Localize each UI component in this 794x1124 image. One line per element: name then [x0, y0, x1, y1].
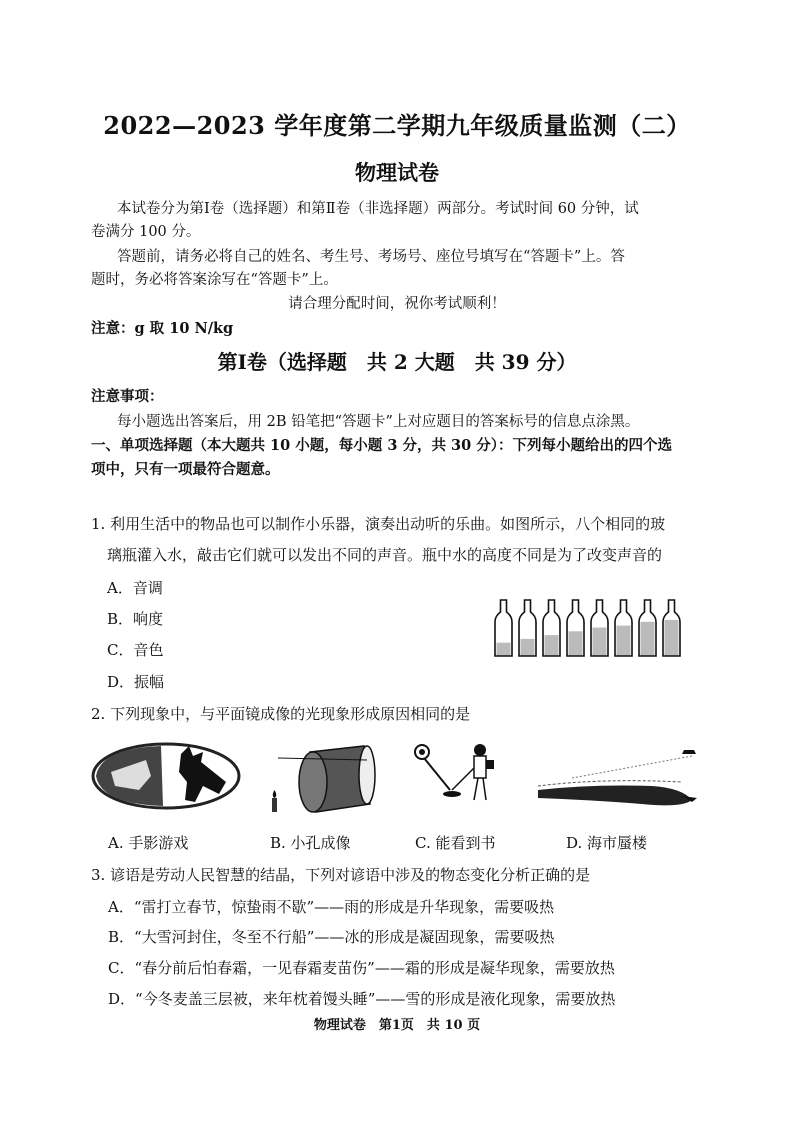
bottle: [519, 600, 536, 656]
bottle-water: [545, 635, 559, 656]
q2-option-d: D. 海市蜃楼: [566, 834, 648, 852]
bottle-water: [617, 626, 631, 656]
q3-option-c: C．“春分前后怕春霜，一见春霜麦苗伤”——霜的形成是凝华现象，需要放热: [108, 959, 615, 977]
bottle: [495, 600, 512, 656]
bottle-water: [665, 620, 679, 656]
q1-option-b: B．响度: [107, 610, 164, 628]
q1-option-a: A．音调: [107, 579, 163, 597]
q1-option-d: D．振幅: [107, 673, 165, 691]
section-title: 第Ⅰ卷（选择题 共 2 大题 共 39 分）: [217, 350, 577, 374]
bottles-figure: [493, 598, 683, 660]
q3-stem: 3. 谚语是劳动人民智慧的结晶，下列对谚语中涉及的物态变化分析正确的是: [91, 866, 591, 884]
bottle-water: [521, 639, 535, 656]
intro-line-5: 请合理分配时间，祝你考试顺利！: [288, 296, 506, 312]
q2-option-a: A. 手影游戏: [108, 834, 189, 852]
bottle-water: [641, 622, 655, 656]
q2-stem: 2. 下列现象中，与平面镜成像的光现象形成原因相同的是: [91, 705, 471, 723]
q3-option-d: D．“今冬麦盖三层被，来年枕着馒头睡”——雪的形成是液化现象，需要放热: [108, 990, 616, 1008]
pinhole-camera-figure: [268, 742, 378, 824]
intro-line-4: 题时，务必将答案涂写在“答题卡”上。: [91, 272, 338, 288]
bottle-water: [569, 631, 583, 656]
bottle: [639, 600, 656, 656]
intro-note: 注意：g 取 10 N/kg: [91, 320, 234, 337]
notice-label: 注意事项：: [91, 388, 164, 405]
bottle: [591, 600, 608, 656]
q3-option-a: A．“雷打立春节，惊蛰雨不歇”——雨的形成是升华现象，需要吸热: [108, 898, 555, 916]
hand-shadow-figure: [91, 742, 241, 810]
q1-stem-line-2: 璃瓶灌入水，敲击它们就可以发出不同的声音。瓶中水的高度不同是为了改变声音的: [107, 546, 663, 564]
q2-option-b: B. 小孔成像: [270, 834, 351, 852]
page-footer: 物理试卷 第1页 共 10 页: [313, 1018, 481, 1033]
bottle: [543, 600, 560, 656]
q1-option-c: C．音色: [107, 641, 164, 659]
exam-title: 2022—2023 学年度第二学期九年级质量监测（二）: [103, 111, 691, 140]
intro-line-1: 本试卷分为第Ⅰ卷（选择题）和第Ⅱ卷（非选择题）两部分。考试时间 60 分钟，试: [117, 201, 639, 217]
part-heading-line-2: 项中，只有一项最符合题意。: [91, 461, 280, 478]
bottle: [663, 600, 680, 656]
mirage-figure: [532, 742, 702, 812]
exam-subtitle: 物理试卷: [355, 160, 439, 185]
q2-option-c: C. 能看到书: [415, 834, 496, 852]
bottle-water: [497, 643, 511, 656]
bottle: [567, 600, 584, 656]
bottle-water: [593, 628, 607, 657]
bottle: [615, 600, 632, 656]
reading-book-figure: [408, 742, 504, 806]
notice-text: 每小题选出答案后，用 2B 铅笔把“答题卡”上对应题目的答案标号的信息点涂黑。: [117, 414, 640, 430]
intro-line-3: 答题前，请务必将自己的姓名、考生号、考场号、座位号填写在“答题卡”上。答: [117, 249, 625, 265]
intro-line-2: 卷满分 100 分。: [91, 224, 201, 240]
part-heading-line-1: 一、单项选择题（本大题共 10 小题，每小题 3 分，共 30 分）：下列每小题给出的四个选: [91, 437, 672, 454]
q3-option-b: B．“大雪河封住，冬至不行船”——冰的形成是凝固现象，需要吸热: [108, 928, 555, 946]
q1-stem-line-1: 1. 利用生活中的物品也可以制作小乐器，演奏出动听的乐曲。如图所示，八个相同的玻: [91, 515, 666, 533]
